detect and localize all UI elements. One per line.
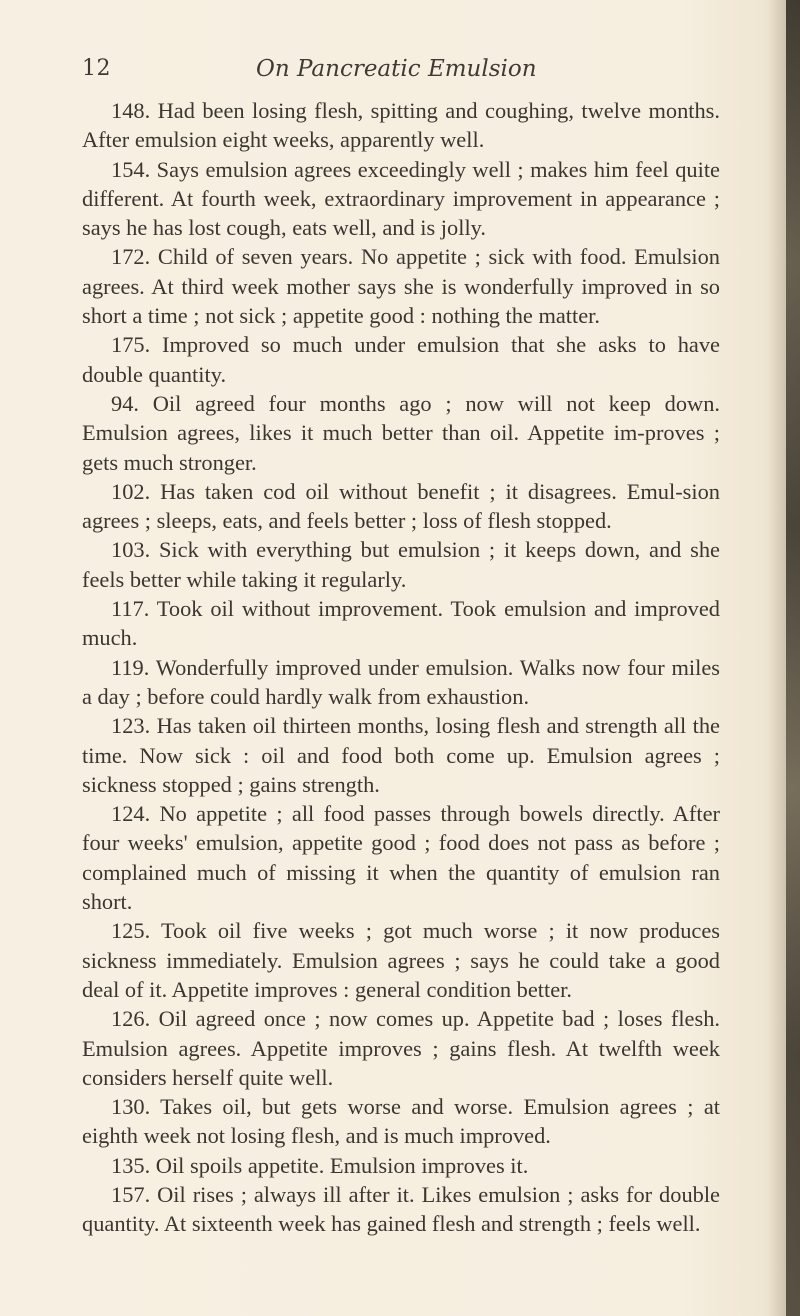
running-title: On Pancreatic Emulsion [256, 56, 537, 82]
case-paragraph: 135. Oil spoils appetite. Emulsion improves it. [111, 1152, 529, 1178]
case-paragraph: 175. Improved so much under emulsion that she asks to have double quantity. [82, 332, 720, 387]
page-number: 12 [82, 56, 111, 81]
case-paragraph: 154. Says emulsion agrees exceedingly well ; makes him feel quite different. At fourth week, extraordinary improvement in appearance ; says he has lost cough, eats well, and is jolly. [82, 156, 720, 241]
case-paragraph: 157. Oil rises ; always ill after it. Likes emulsion ; asks for double quantity. At sixteenth week has gained flesh and strength ; feels well. [82, 1181, 720, 1237]
case-paragraph: 125. Took oil five weeks ; got much worse ; it now produces sickness immediately. Emulsion agrees ; says he could take a good deal of it. Appetite improves : general condition better. [82, 918, 720, 1002]
case-paragraph: 148. Had been losing flesh, spitting and coughing, twelve months. After emulsion eight weeks, apparently well. [82, 98, 720, 153]
case-paragraph: 130. Takes oil, but gets worse and worse. Emulsion agrees ; at eighth week not losing flesh, and is much improved. [82, 1094, 720, 1149]
case-paragraph: 124. No appetite ; all food passes through bowels directly. After four weeks' emulsion, appetite good ; food does not pass as before ; complained much of missing it when the quantity of emulsion ran short. [82, 801, 720, 915]
page-edge-shadow [768, 0, 786, 1316]
case-paragraph: 172. Child of seven years. No appetite ; sick with food. Emulsion agrees. At third week mother says she is wonderfully improved in so short a time ; not sick ; appetite good : nothing the matter. [82, 244, 720, 329]
case-paragraph: 102. Has taken cod oil without benefit ; it disagrees. Emul-sion agrees ; sleeps, eats, and feels better ; loss of flesh stopped. [82, 478, 720, 534]
case-paragraph: 117. Took oil without improvement. Took emulsion and improved much. [82, 596, 720, 651]
case-paragraph: 126. Oil agreed once ; now comes up. Appetite bad ; loses flesh. Emulsion agrees. Appetite improves ; gains flesh. At twelfth week considers herself quite well. [82, 1006, 720, 1090]
case-notes [82, 96, 720, 1239]
case-paragraph: 94. Oil agreed four months ago ; now will not keep down. Emulsion agrees, likes it much better than oil. Appetite im-proves ; gets much stronger. [82, 390, 720, 475]
case-paragraph: 123. Has taken oil thirteen months, losing flesh and strength all the time. Now sick : oil and food both come up. Emulsion agrees ; sickness stopped ; gains strength. [82, 713, 720, 797]
case-paragraph: 103. Sick with everything but emulsion ; it keeps down, and she feels better while taking it regularly. [82, 537, 720, 592]
case-paragraph: 119. Wonderfully improved under emulsion. Walks now four miles a day ; before could hardly walk from exhaustion. [82, 654, 720, 709]
page-edge [786, 0, 800, 1316]
page-header [82, 56, 718, 92]
